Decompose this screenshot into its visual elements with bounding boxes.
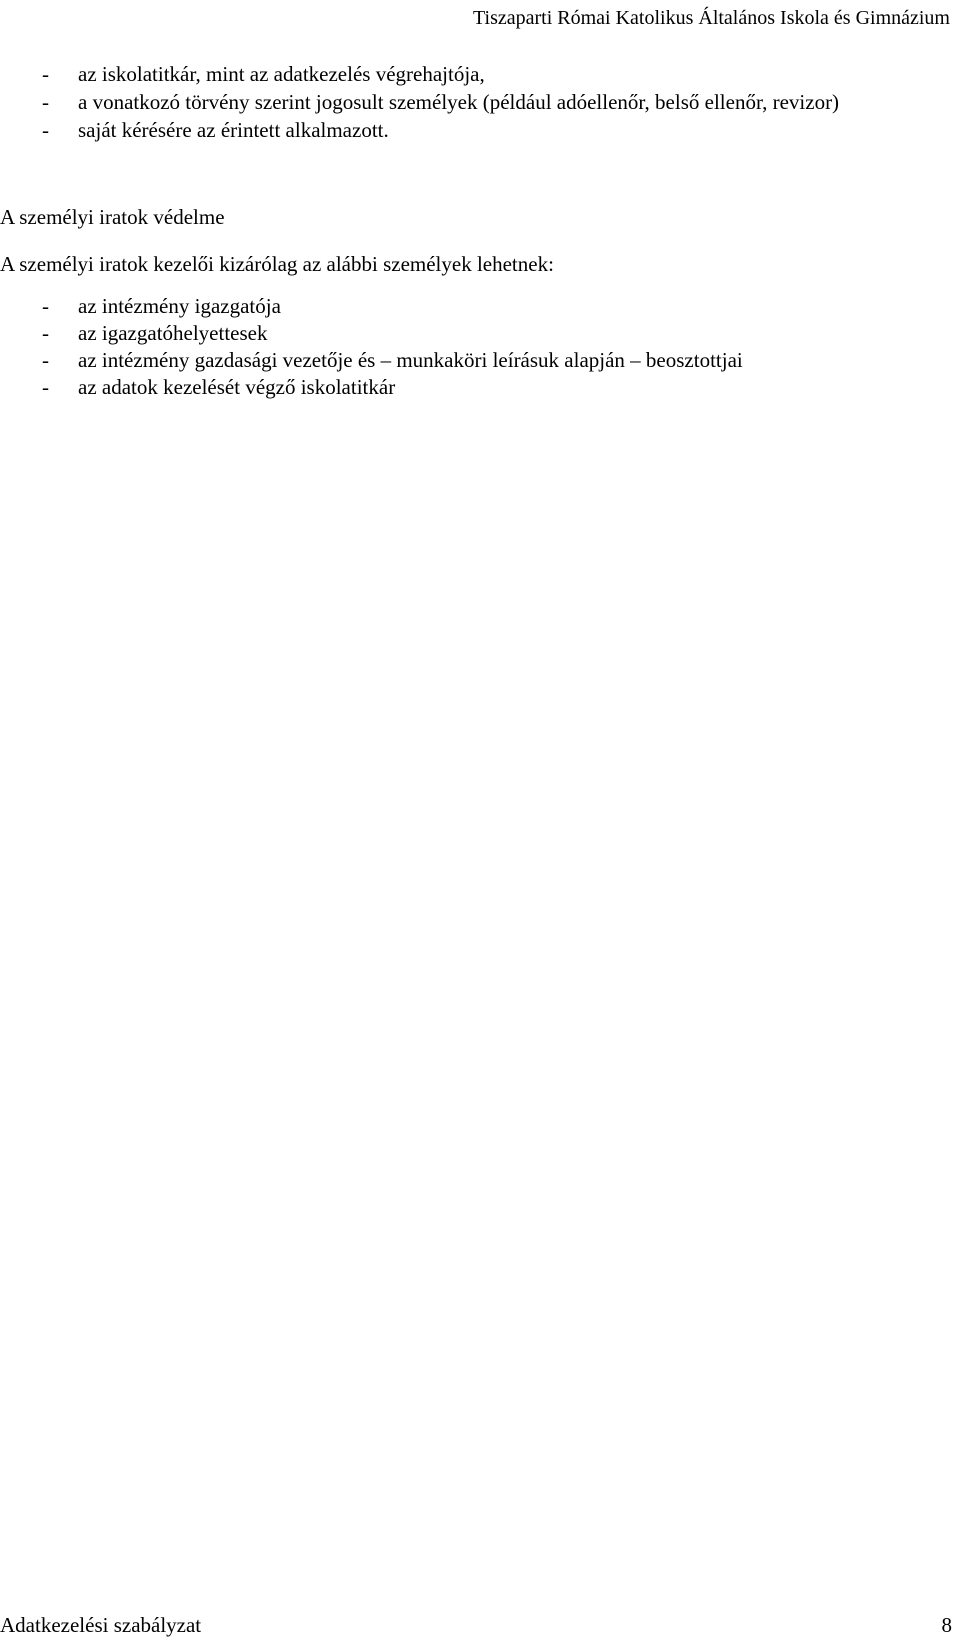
list-item-text: a vonatkozó törvény szerint jogosult személyek (például adóellenőr, belső ellenőr, revizor) xyxy=(78,90,840,114)
section-paragraph: A személyi iratok kezelői kizárólag az alábbi személyek lehetnek: xyxy=(0,252,554,276)
list-bullet: - xyxy=(42,321,49,345)
list-item xyxy=(0,88,960,116)
list-bullet: - xyxy=(42,90,49,114)
list-bullet: - xyxy=(42,294,49,318)
list-item-text: az adatok kezelését végző iskolatitkár xyxy=(78,375,396,399)
list-item xyxy=(0,116,960,144)
list-item xyxy=(0,374,960,401)
list-bullet: - xyxy=(42,348,49,372)
list-item-text: az iskolatitkár, mint az adatkezelés végrehajtója, xyxy=(78,62,485,86)
list-item xyxy=(0,347,960,374)
page-number: 8 xyxy=(941,1613,952,1637)
list-bullet: - xyxy=(42,375,49,399)
list-bullet: - xyxy=(42,62,49,86)
footer-title: Adatkezelési szabályzat xyxy=(0,1613,202,1637)
list-item xyxy=(0,60,960,88)
list-item-text: saját kérésére az érintett alkalmazott. xyxy=(78,118,389,142)
list-item-text: az intézmény igazgatója xyxy=(78,294,281,318)
list-document-handlers xyxy=(0,293,960,401)
list-authorized-persons xyxy=(0,60,960,144)
section-heading: A személyi iratok védelme xyxy=(0,205,225,229)
list-bullet: - xyxy=(42,118,49,142)
page-header: Tiszaparti Római Katolikus Általános Iskola és Gimnázium xyxy=(473,7,950,29)
list-item xyxy=(0,320,960,347)
list-item xyxy=(0,293,960,320)
list-item-text: az igazgatóhelyettesek xyxy=(78,321,268,345)
list-item-text: az intézmény gazdasági vezetője és – munkaköri leírásuk alapján – beosztottjai xyxy=(78,348,743,372)
